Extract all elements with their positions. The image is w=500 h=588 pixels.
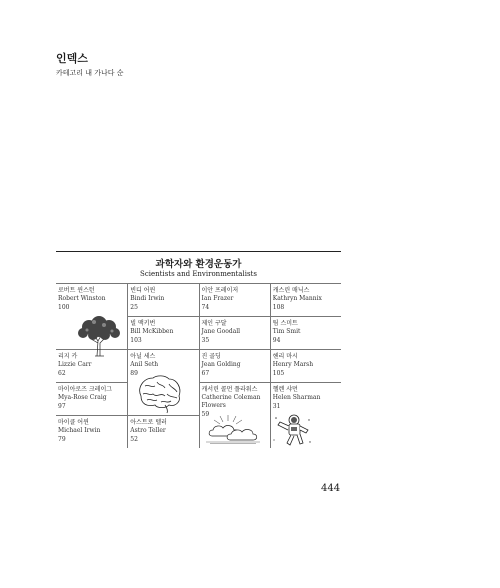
entry-name-en: Jane Goodall <box>201 328 241 335</box>
index-entry <box>127 316 198 349</box>
entry-page: 25 <box>130 304 138 311</box>
entry-name-ko: 빌 맥키번 <box>130 320 156 327</box>
index-entry <box>199 382 270 418</box>
index-entry <box>127 283 198 316</box>
index-entry <box>270 382 341 415</box>
entry-page: 89 <box>130 370 138 377</box>
tree-icon <box>74 313 124 357</box>
entry-name-en: Astro Teller <box>130 427 166 434</box>
entry-name-en: Jean Golding <box>201 361 241 368</box>
brain-icon <box>135 374 183 414</box>
entry-page: 105 <box>272 370 285 377</box>
entry-name-ko: 마이클 어윈 <box>58 419 89 426</box>
clouds-icon <box>206 414 260 444</box>
entry-page: 94 <box>272 337 281 344</box>
entry-page: 79 <box>58 436 66 443</box>
index-entry <box>199 316 270 349</box>
entry-name-en: Ian Frazer <box>201 295 234 302</box>
index-title: 인덱스 <box>56 52 88 65</box>
entry-name-en: Catherine Coleman Flowers <box>201 394 261 409</box>
section-subtitle: Scientists and Environmentalists <box>140 270 257 278</box>
entry-page: 52 <box>130 436 138 443</box>
entry-page: 97 <box>58 403 66 410</box>
entry-name-en: Mya-Rose Craig <box>58 394 107 401</box>
entry-page: 59 <box>201 411 210 418</box>
entry-name-en: Robert Winston <box>58 295 106 302</box>
entry-name-en: Anil Seth <box>130 361 159 368</box>
page-number: 444 <box>321 483 341 494</box>
index-entry <box>56 382 127 415</box>
entry-page: 100 <box>58 304 70 311</box>
index-entry <box>199 283 270 316</box>
entry-name-en: Bill McKibben <box>130 328 174 335</box>
entry-name-ko: 로버트 윈스턴 <box>58 287 95 294</box>
entry-name-ko: 헨리 마시 <box>272 353 298 360</box>
entry-page: 108 <box>272 304 285 311</box>
entry-page: 35 <box>201 337 210 344</box>
entry-name-ko: 빈디 어윈 <box>130 287 156 294</box>
index-entry <box>56 283 127 316</box>
entry-name-ko: 팀 스미트 <box>272 320 298 327</box>
entry-page: 67 <box>201 370 210 377</box>
entry-page: 74 <box>201 304 210 311</box>
entry-name-ko: 캐서린 콜먼 플라워스 <box>201 386 258 393</box>
entry-name-ko: 아스트로 텔러 <box>130 419 167 426</box>
entry-name-ko: 제인 구달 <box>201 320 227 327</box>
entry-page: 31 <box>272 403 281 410</box>
entry-name-en: Bindi Irwin <box>130 295 165 302</box>
section-rule <box>56 251 341 252</box>
entry-name-ko: 진 골딩 <box>201 353 221 360</box>
index-entry <box>270 283 341 316</box>
entry-name-en: Henry Marsh <box>272 361 314 368</box>
index-entry <box>270 316 341 349</box>
entry-name-ko: 마이아로즈 크레이그 <box>58 386 113 393</box>
entry-name-ko: 캐스린 매닉스 <box>272 287 310 294</box>
entry-page: 62 <box>58 370 66 377</box>
entry-name-en: Lizzie Carr <box>58 361 92 368</box>
entry-page: 103 <box>130 337 142 344</box>
entry-name-en: Tim Smit <box>272 328 301 335</box>
index-subtitle: 카테고리 내 가나다 순 <box>56 69 124 77</box>
entry-name-en: Kathryn Mannix <box>272 295 322 302</box>
index-entry <box>127 415 198 448</box>
entry-name-ko: 아닐 세스 <box>130 353 156 360</box>
entry-name-en: Michael Irwin <box>58 427 101 434</box>
index-entry <box>199 349 270 382</box>
entry-name-ko: 이안 프레이저 <box>201 287 239 294</box>
entry-name-ko: 헬렌 샤먼 <box>272 386 298 393</box>
entry-name-ko: 리지 카 <box>58 353 78 360</box>
index-entry <box>270 349 341 382</box>
index-entry <box>56 415 127 448</box>
section-title: 과학자와 환경운동가 <box>155 259 242 270</box>
entry-name-en: Helen Sharman <box>272 394 321 401</box>
astronaut-icon <box>272 412 312 448</box>
